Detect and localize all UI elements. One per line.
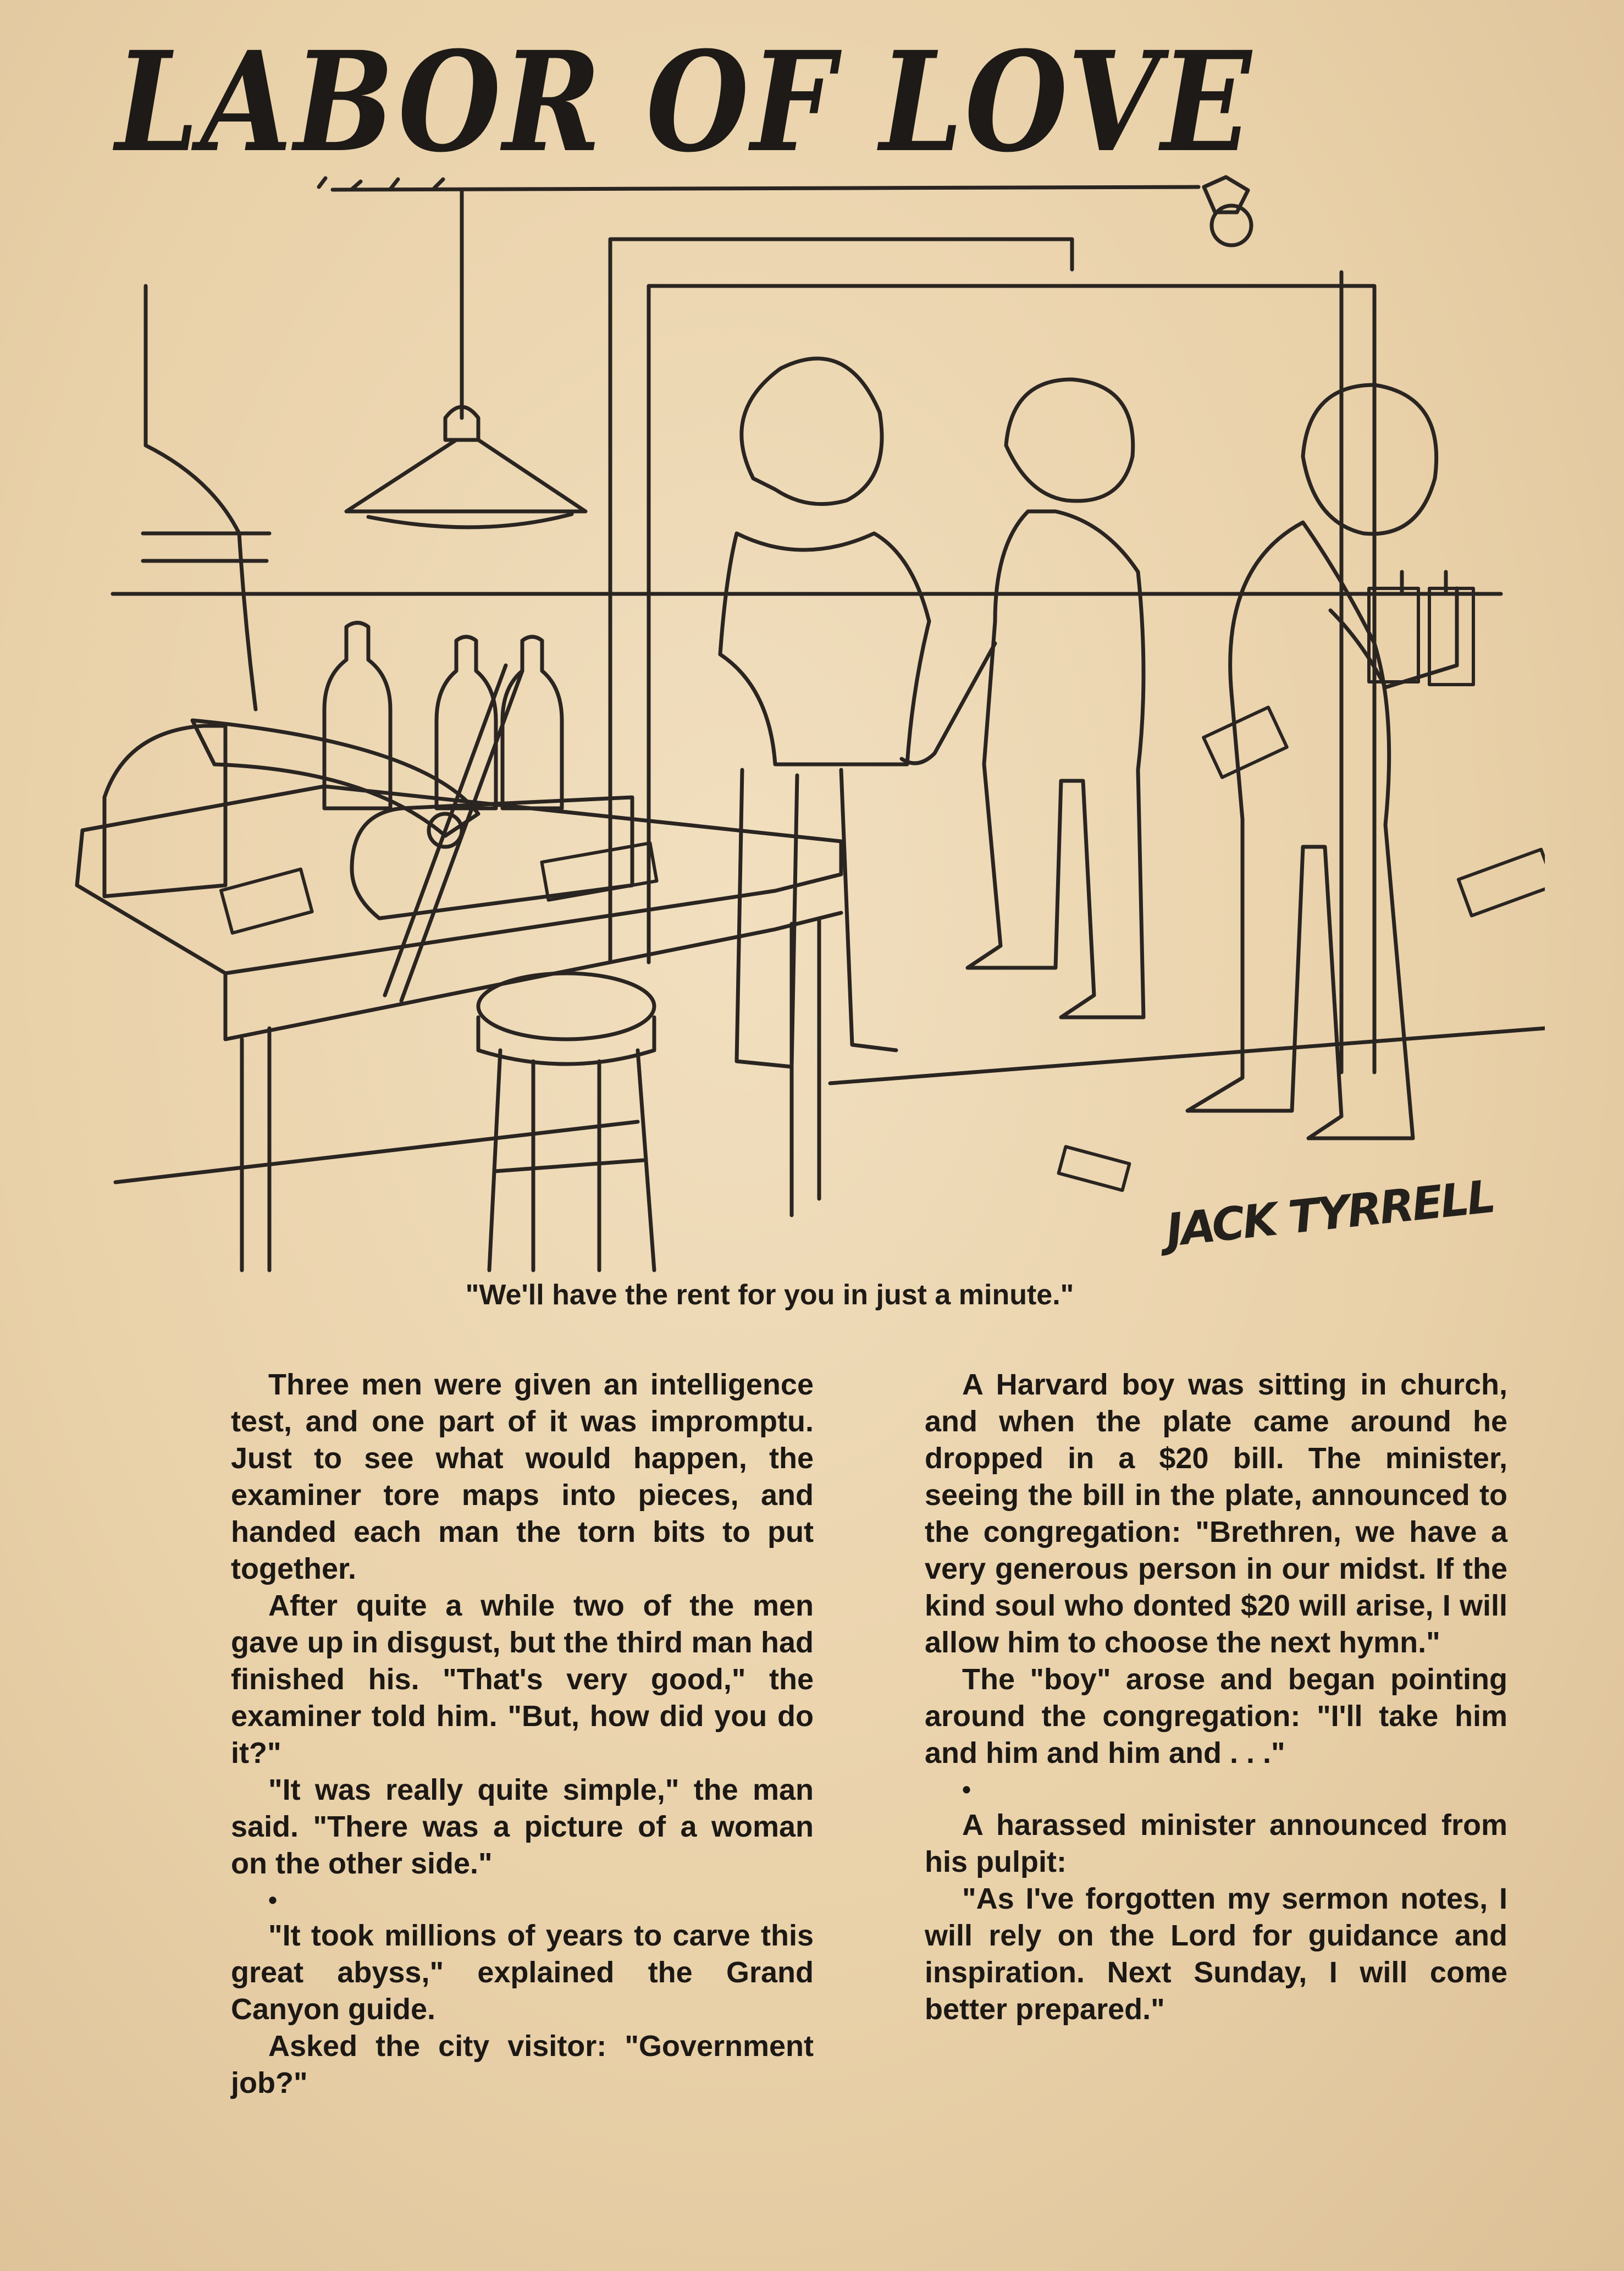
joke-paragraph: "It took millions of years to carve this great abyss," explained the Grand Canyon guide. [231, 1919, 814, 2026]
money-bill [542, 843, 656, 900]
stool-seat [478, 973, 654, 1039]
hanging-lamp-icon [346, 407, 585, 511]
separator-bullet: • [268, 1886, 278, 1914]
work-table [77, 786, 841, 973]
money-bill [1059, 1146, 1130, 1190]
man-figure-left [1006, 379, 1133, 501]
joke-paragraph: Three men were given an intelligence test, and one part of it was impromptu. Just to see what would happen, the examiner tore maps into pieces, and handed each man the torn bits to put together. [231, 1368, 814, 1585]
right-column [925, 1366, 1507, 2028]
joke-paragraph: "As I've forgotten my sermon notes, I will rely on the Lord for guidance and inspiration. Next Sunday, I will come better prepared." [925, 1882, 1507, 2026]
cartoon-illustration [60, 137, 1545, 1292]
separator-bullet: • [962, 1775, 971, 1804]
joke-paragraph: Asked the city visitor: "Government job?" [231, 2030, 814, 2099]
bottle-icon [502, 637, 562, 808]
man-figure-right [1303, 385, 1437, 534]
wall-left [146, 286, 256, 709]
money-bill [221, 869, 312, 933]
cartoon-caption: "We'll have the rent for you in just a minute." [465, 1279, 1074, 1311]
door-frame-inner [649, 286, 1374, 1072]
woman-figure [742, 359, 882, 504]
joke-paragraph: A Harvard boy was sitting in church, and when the plate came around he dropped in a $20 bill. The minister, seeing the bill in the plate, announced to the congregation: "Brethren, we have a very generous person in our midst. If the kind soul who donted $20 will arise, I will allow him to choose the next hymn." [925, 1368, 1507, 1659]
joke-paragraph: After quite a while two of the men gave up in disgust, but the third man had finished his. "That's very good," the examiner told him. "But, how did you do it?" [231, 1589, 814, 1770]
joke-paragraph: The "boy" arose and began pointing around the congregation: "I'll take him and him and him and . . ." [925, 1663, 1507, 1770]
page-title: LABOR OF LOVE [115, 21, 1253, 183]
floor-line [115, 1028, 1545, 1182]
left-column [231, 1366, 814, 2102]
joke-paragraph: A harassed minister announced from his pulpit: [925, 1809, 1507, 1878]
money-bill [1459, 850, 1545, 916]
artist-signature: JACK TYRRELL [1163, 1171, 1496, 1257]
money-bill [1203, 707, 1287, 777]
joke-paragraph: "It was really quite simple," the man said. "There was a picture of a woman on the other side." [231, 1773, 814, 1880]
